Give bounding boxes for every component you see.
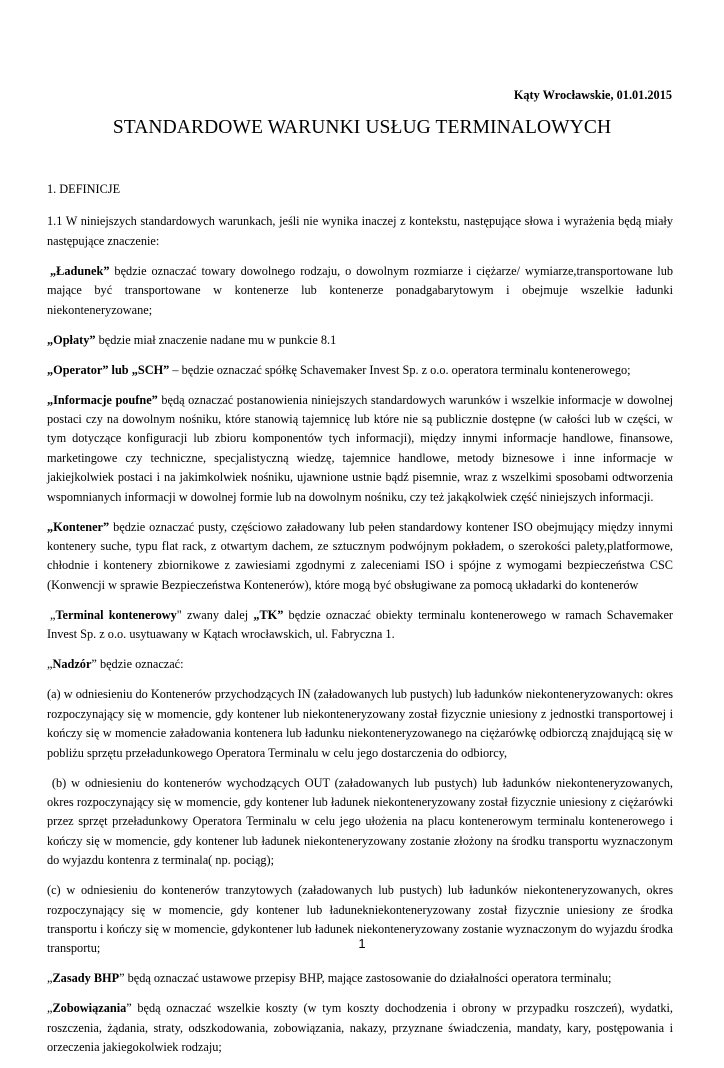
- definition-informacje-poufne: [47, 391, 673, 507]
- page-number: 1: [358, 936, 366, 951]
- definition-terminal: [47, 606, 673, 645]
- term-operator: „Operator” lub „SCH”: [47, 362, 170, 377]
- definition-operator: [47, 361, 673, 380]
- term-tk: „TK”: [253, 607, 284, 622]
- nadzor-item-a: (a) w odniesieniu do Kontenerów przychodzących IN (załadowanych lub pustych) lub ładunków niekonteneryzowanych: okres rozpoczynający się w momencie, gdy kontener lub niekonteneryzowany został fizycznie uniesiony z jednostki transportowej i kończy się w momencie załadowania kontenera lub ładunku niekonteneryzowanego na ciężarówkę odbiorczą znajdującą się w pobliżu sprzętu przeładunkowego Operatora Terminalu w celu jego dostarczenia do odbiorcy,: [47, 687, 673, 760]
- term-zobowiazania: Zobowiązania: [52, 1001, 127, 1016]
- term-oplaty: „Opłaty”: [47, 332, 96, 347]
- definition-text: ” będzie oznaczać:: [91, 657, 184, 672]
- nadzor-item-c: (c) w odniesieniu do kontenerów tranzytowych (załadowanych lub pustych) lub ładunków niekonteneryzowanych, okres rozpoczynający się w momencie, gdy kontener lub ładunekniekonteneryzowany został fizycznie uniesiony ze środka transportu i kończy się w momencie, gdykontener lub ładunek niekonteneryzowany zostanie wyznaczonym do wyjazdu środka transportu;: [47, 883, 673, 956]
- definition-text: – będzie oznaczać spółkę Schavemaker Invest Sp. z o.o. operatora terminalu kontenerowego;: [169, 362, 631, 377]
- definition-oplaty: [47, 331, 673, 350]
- open-quote: „: [47, 1001, 53, 1016]
- term-nadzor: Nadzór: [52, 657, 92, 672]
- open-quote: „: [50, 607, 56, 622]
- open-quote: „: [47, 657, 53, 672]
- definition-text: będzie miał znaczenie nadane mu w punkcie 8.1: [95, 332, 337, 347]
- definition-zobowiazania: [47, 999, 673, 1057]
- section-heading-definitions: 1. DEFINICJE: [47, 182, 121, 196]
- definition-text: będzie oznaczać pusty, częściowo załadowany lub pełen standardowy kontener ISO obejmujący między innymi kontenery suche, typu flat rack, z otwartym dachem, ze sztucznym podwójnym pokładem, o szerokości palety,platformowe, chłodnie i kontenery zbiornikowe z zawiesiami zgodnymi z zaleceniami ISO i spójne z wymogami bezpieczeństwa CSC (Konwencji w sprawie Bezpieczeństwa Kontenerów), które mogą być obsługiwane za pomocą układarki do kontenerów: [47, 519, 673, 592]
- definition-text: będą oznaczać postanowienia niniejszych standardowych warunków i wszelkie informacje w dowolnej postaci czy na dowolnym nośniku, które stanowią tajemnicę lub które nie są publicznie dostępne (w całości lub w części, w tym dotyczące konfiguracji lub zbioru komponentów tych informacji), między innymi informacje handlowe, finansowe, marketingowe czy techniczne, specjalistyczną wiedzę, tajemnice handlowe, metody biznesowe i inne informacje w jakiejkolwiek postaci i na jakimkolwiek nośniku, ujawnione ustnie bądź pisemnie, wraz z wszelkimi sposobami odtworzenia wspomnianych informacji w dowolnej formie lub na dowolnym nośniku, czy też jakąkolwiek część niniejszych informacji.: [47, 392, 673, 504]
- definition-ladunek: [47, 262, 673, 320]
- definition-kontener: [47, 518, 673, 596]
- term-kontener: „Kontener”: [47, 519, 110, 534]
- definition-text: ” będą oznaczać ustawowe przepisy BHP, mające zastosowanie do działalności operatora terminalu;: [119, 971, 612, 986]
- definition-text: będzie oznaczać towary dowolnego rodzaju, o dowolnym rozmiarze i ciężarze/ wymiarze,transportowane lub mające być transportowane w kontenerze lub kontenerze ponadgabarytowym i obejmuje wszelkie ładunki niekonteneryzowane;: [47, 263, 673, 317]
- open-quote: „: [47, 971, 53, 986]
- definition-zasady-bhp: [47, 969, 673, 988]
- document-title: STANDARDOWE WARUNKI USŁUG TERMINALOWYCH: [112, 117, 612, 138]
- term-terminal: Terminal kontenerowy: [55, 607, 177, 622]
- nadzor-item-b: (b) w odniesieniu do kontenerów wychodzących OUT (załadowanych lub pustych) lub ładunków niekonteneryzowanych, okres rozpoczynający się w momencie, gdy kontener lub ładunek niekonteneryzowany został fizycznie uniesiony z ciężarówki przez sprzęt przeładunkowy Operatora Terminalu w celu jego ułożenia na placu kontenerowym terminalu kontenerowego i kończy się w momencie, gdy kontener lub ładunek niekonteneryzowany zostanie złożony na środku transportu wyznaczonym do wyjazdu kontenra z terminala( np. pociąg);: [47, 775, 677, 868]
- term-ladunek: „Ładunek”: [50, 263, 110, 278]
- term-zasady-bhp: Zasady BHP: [52, 971, 120, 986]
- term-informacje-poufne: „Informacje poufne”: [47, 392, 158, 407]
- paragraph-1-1: 1.1 W niniejszych standardowych warunkach, jeśli nie wynika inaczej z kontekstu, następujące słowa i wyrażenia będą miały następujące znaczenie:: [47, 214, 673, 248]
- definition-text: ” będą oznaczać wszelkie koszty (w tym koszty dochodzenia i obrony w przypadku roszczeń), wydatki, roszczenia, żądania, straty, odszkodowania, zobowiązania, nakazy, przyznane świadczenia, mandaty, kary, postępowania i orzeczenia jakiegokolwiek rodzaju;: [47, 1001, 673, 1055]
- definition-text: będzie oznaczać obiekty terminalu kontenerowego w ramach Schavemaker Invest Sp. z o.o. usytuawany w Kątach wrocławskich, ul. Fabryczna 1.: [47, 607, 673, 642]
- definition-text: " zwany dalej: [176, 607, 254, 622]
- definition-nadzor: [47, 655, 673, 674]
- place-date: Kąty Wrocławskie, 01.01.2015: [513, 88, 672, 102]
